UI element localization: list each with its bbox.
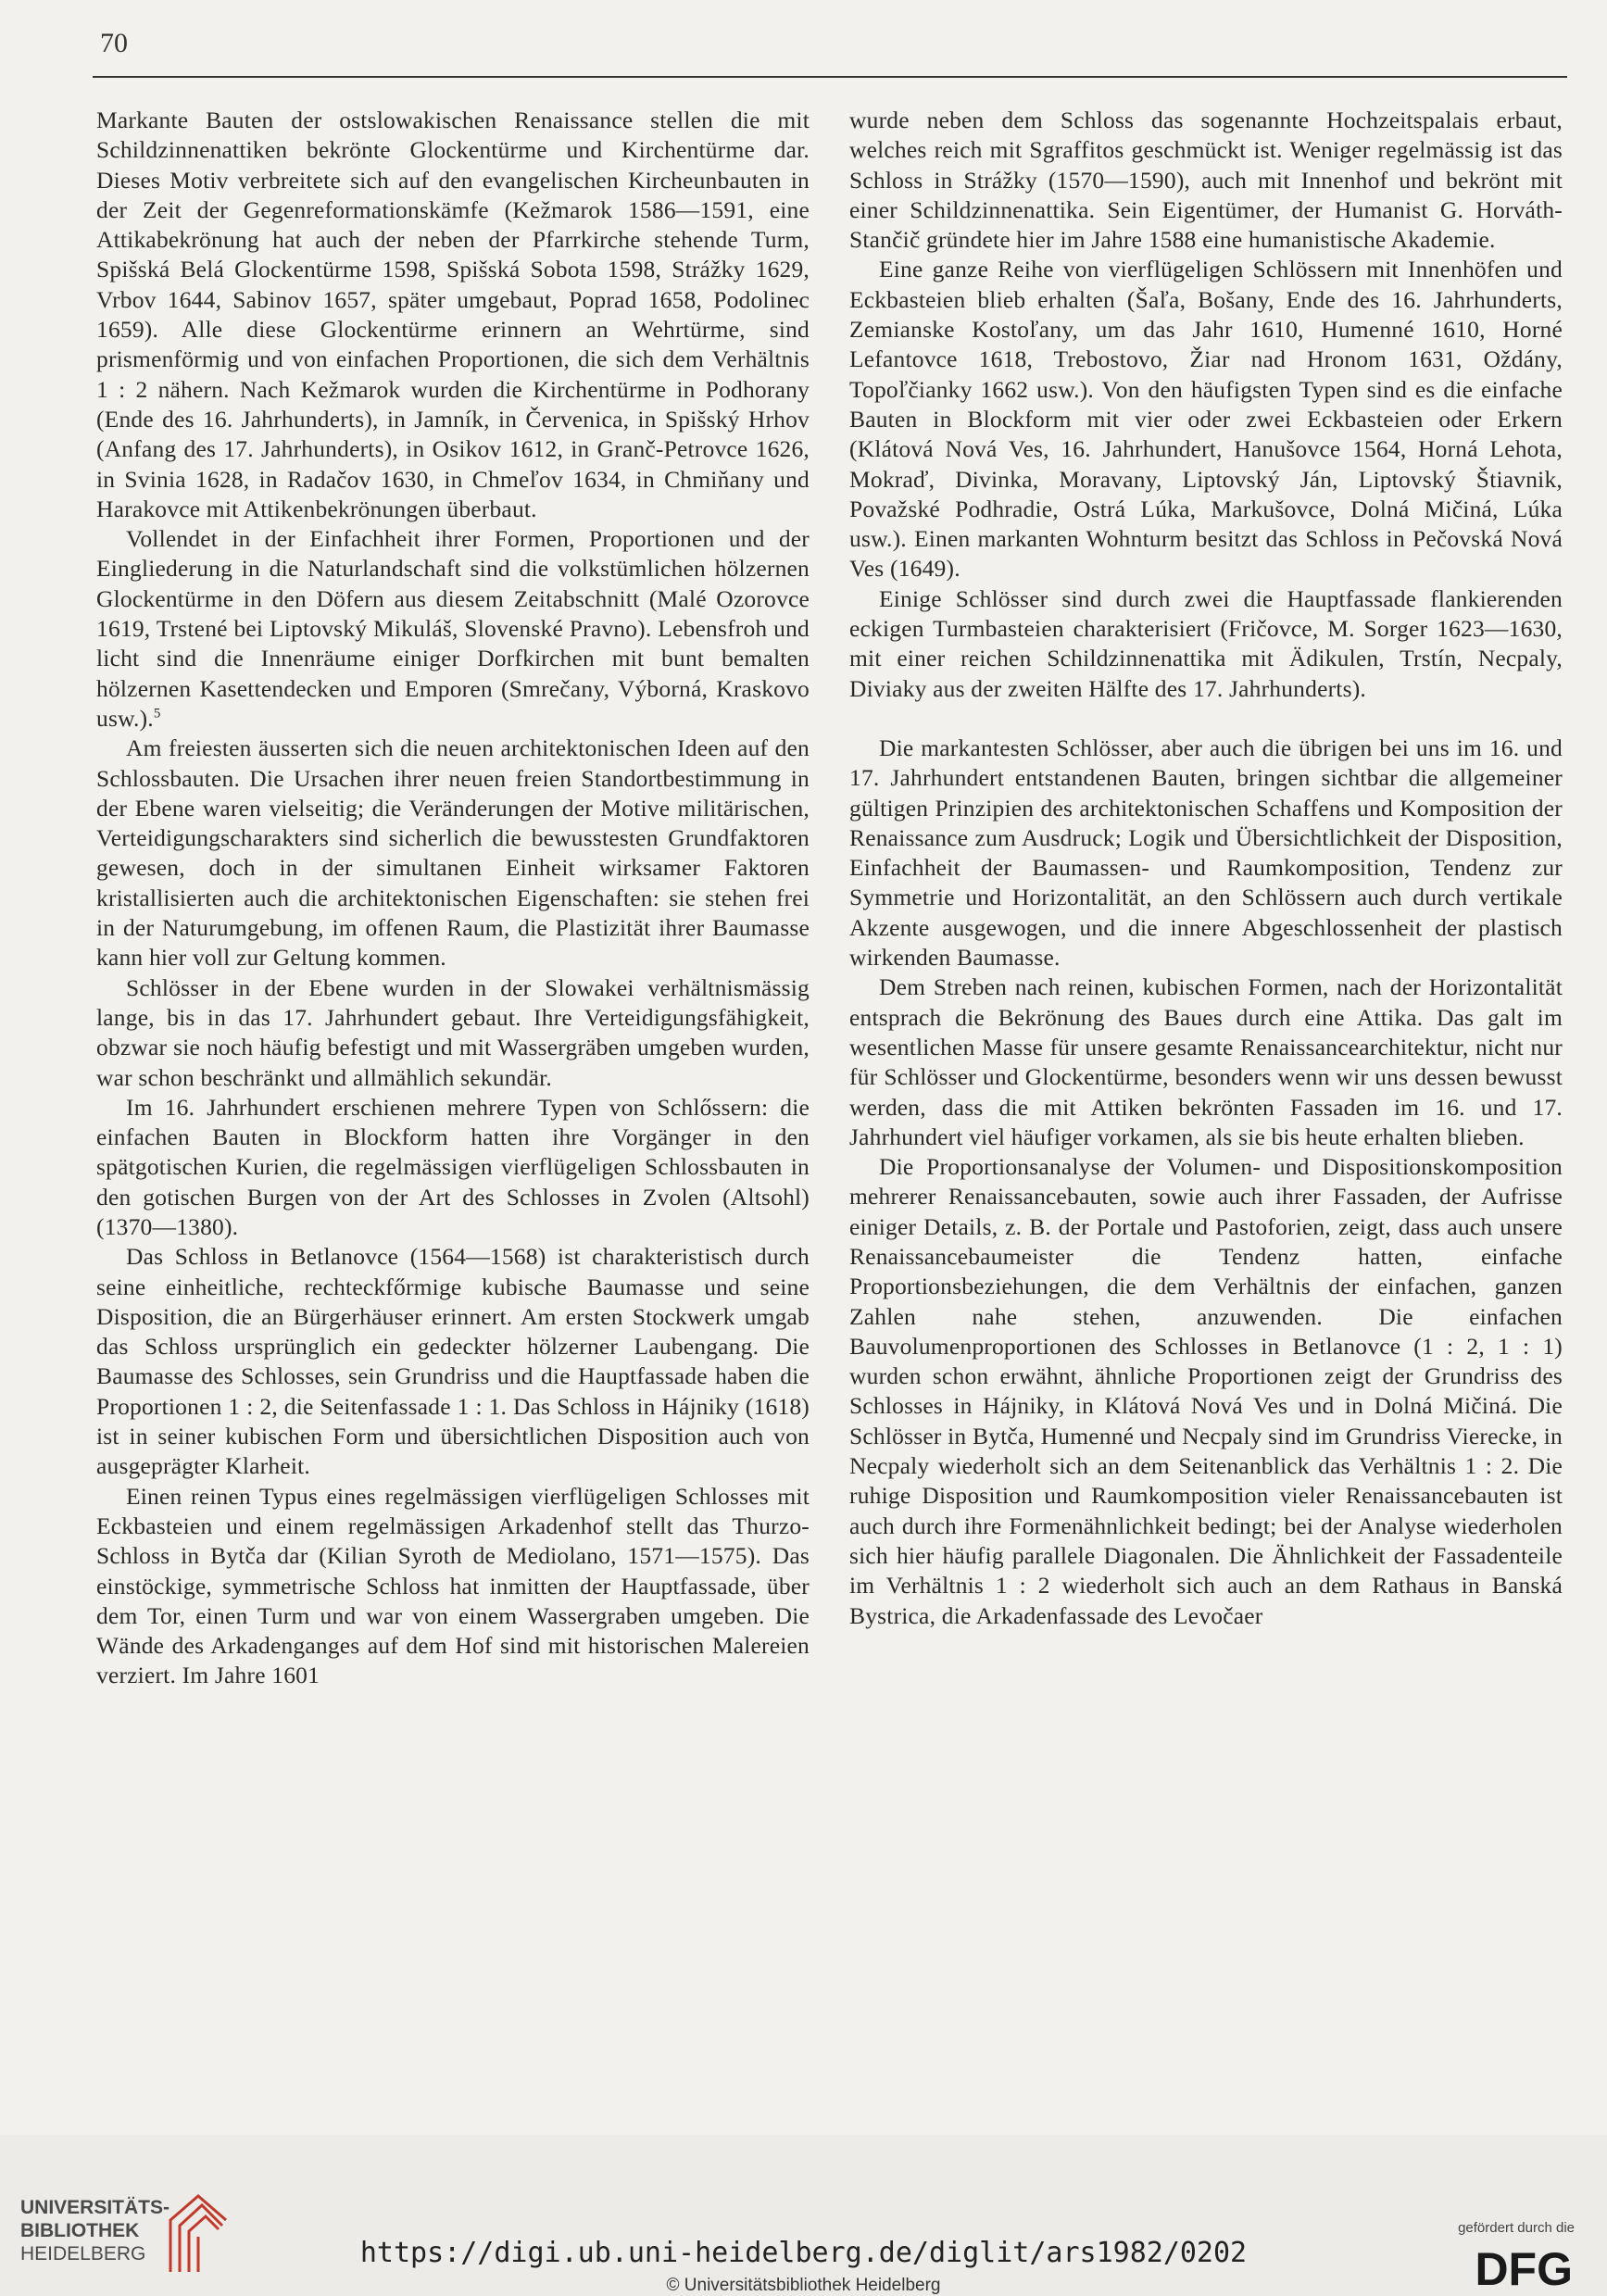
paragraph: Schlösser in der Ebene wurden in der Slowakei verhältnismässig lange, bis in das 17. Jahrhundert gebaut. Ihre Verteidigungsfähigkeit, obzwar sie noch häufig befestigt und mit Wassergräben umgeben wurden, war schon beschränkt und allmählich sekundär. [96,973,810,1091]
page-number: 70 [100,28,128,58]
paragraph [96,524,810,734]
footnote-mark: 5 [153,706,161,721]
paragraph: Markante Bauten der ostslowakischen Renaissance stellen die mit Schildzinnenattiken bekrönte Glockentürme und Kirchentürme dar. Dieses Motiv verbreitete sich auf den evangelischen Kircheunbauten in der Zeit der Gegenreformationskämfe (Kežmarok 1586—1591, eine Attikabekrönung hat auch der neben der Pfarrkirche stehende Turm, Spišská Belá Glockentürme 1598, Spišská Sobota 1598, Strážky 1629, Vrbov 1644, Sabinov 1657, später umgebaut, Poprad 1658, Podolinec 1659). Alle diese Glockentürme erinnern an Wehrtürme, sind prismenförmig und von einfachen Proportionen, die sich dem Verhältnis 1 : 2 nähern. Nach Kežmarok wurden die Kirchentürme in Podhorany (Ende des 16. Jahrhunderts), in Jamník, in Červenica, in Spišský Hrhov (Anfang des 17. Jahrhunderts), in Osikov 1612, in Granč-Petrovce 1626, in Svinia 1628, in Radačov 1630, in Chmeľov 1634, in Chmiňany und Harakovce mit Attikenbekrönungen überbaut. [96,107,810,522]
page-footer [0,2135,1607,2296]
paragraph: Die markantesten Schlösser, aber auch die übrigen bei uns im 16. und 17. Jahrhundert entstandenen Bauten, bringen sichtbar die allgemeiner gültigen Prinzipien des architektonischen Schaffens und Komposition der Renaissance zum Ausdruck; Logik und Übersichtlichkeit der Disposition, Einfachheit der Baumassen- und Raumkomposition, Tendenz zur Symmetrie und Horizontalität, an den Schlössern auch durch vertikale Akzente ausgewogen, und die innere Abgeschlossenheit der plastisch wirkenden Baumasse. [849,734,1563,972]
dfg-logo-icon[interactable] [1434,2244,1573,2289]
paragraph: Das Schloss in Betlanovce (1564—1568) ist charakteristisch durch seine einheitliche, rechteckfőrmige kubische Baumasse und seine Disposition, die an Bürgerhäuser erinnert. Am ersten Stockwerk umgab das Schloss ursprünglich ein gedeckter hölzerner Laubengang. Die Baumasse des Schlosses, sein Grundriss und die Hauptfassade haben die Proportionen 1 : 2, die Seitenfassade 1 : 1. Das Schloss in Hájniky (1618) ist in seiner kubischen Form und übersichtlichen Disposition auch von ausgeprägter Klarheit. [96,1243,810,1480]
header-rule [93,76,1567,78]
left-column [96,106,810,1691]
paragraph: Die Proportionsanalyse der Volumen- und Dispositionskomposition mehrerer Renaissancebauten, sowie auch ihrer Fassaden, der Aufrisse einiger Details, z. B. der Portale und Pastoforien, zeigt, dass auch unsere Renaissancebaumeister die Tendenz hatten, einfache Proportionsbeziehungen, die dem Verhältnis der einfachen, ganzen Zahlen nahe stehen, anzuwenden. Die einfachen Bauvolumenproportionen des Schlosses in Betlanovce (1 : 2, 1 : 1) wurden schon erwähnt, ähnliche Proportionen zeigt der Grundriss des Schlosses in Hájniky, in Klátová Nová Ves und in Dolná Mičiná. Die Schlösser in Bytča, Humenné und Necpaly sind im Grundriss Vierecke, in Necpaly wiederholt sich an dem Seitenanblick das Verhältnis 1 : 2. Die ruhige Disposition und Raumkomposition vieler Renaissancebauten ist auch durch ihre Formenähnlichkeit bedingt; bei der Analyse wiederholen sich hier häufig parallele Diagonalen. Die Ähnlichkeit der Fassadenteile im Verhältnis 1 : 2 wiederholt sich auch an dem Rathaus in Banská Bystrica, die Arkadenfassade des Levočaer [849,1153,1563,1629]
library-name-line: BIBLIOTHEK [20,2220,140,2241]
library-name-line: HEIDELBERG [20,2243,146,2265]
paragraph: wurde neben dem Schloss das sogenannte Hochzeitspalais erbaut, welches reich mit Sgraffitos geschmückt ist. Weniger regelmässig ist das Schloss in Strážky (1570—1590), auch mit Innenhof und bekrönt mit einer Schildzinnenattika. Sein Eigentümer, der Humanist G. Horváth-Stančič gründete hier im Jahre 1588 eine humanistische Akademie. [849,107,1563,254]
right-column [849,106,1563,1631]
paragraph: Eine ganze Reihe von vierflügeligen Schlössern mit Innenhöfen und Eckbasteien blieb erhalten (Šaľa, Bošany, Ende des 16. Jahrhunderts, Zemianske Kostoľany, um das Jahr 1610, Humenné 1610, Horné Lefantovce 1618, Trebostovo, Žiar nad Hronom 1631, Oždány, Topoľčianky 1662 usw.). Von den häufigsten Typen sind es die einfache Bauten in Blockform mit vier oder zwei Eckbasteien oder Erkern (Klátová Nová Ves, 16. Jahrhundert, Hanušovce 1564, Horná Lehota, Mokraď, Divinka, Moravany, Liptovský Ján, Liptovský Štiavnik, Považské Podhradie, Ostrá Lúka, Markušovce, Dolná Mičiná, Lúka usw.). Einen markanten Wohnturm besitzt das Schloss in Pečovská Nová Ves (1649). [849,256,1563,583]
paragraph-text: Vollendet in der Einfachheit ihrer Formen, Proportionen und der Eingliederung in die Naturlandschaft sind die volkstümlichen hölzernen Glockentürme in den Döfern aus diesem Zeitabschnitt (Malé Ozorovce 1619, Trstené bei Liptovský Mikuláš, Slovenské Pravno). Lebensfroh und licht sind die Innenräume einiger Dorfkirchen mit bunt bemalten hölzernen Kasettendecken und Emporen (Smrečany, Výborná, Kraskovo usw.). [96,525,810,732]
permalink-url[interactable]: https://digi.ub.uni-heidelberg.de/diglit/ars1982/0202 [359,2237,1248,2269]
paragraph: Einen reinen Typus eines regelmässigen vierflügeligen Schlosses mit Eckbasteien und einem regelmässigen Arkadenhof stellt das Thurzo-Schloss in Bytča dar (Kilian Syroth de Mediolano, 1571—1575). Das einstöckige, symmetrische Schloss hat inmitten der Hauptfassade, über dem Tor, einen Turm und war von einem Wassergraben umgeben. Die Wände des Arkadenganges auf dem Hof sind mit historischen Malereien verziert. Im Jahre 1601 [96,1482,810,1689]
paragraph: Einige Schlösser sind durch zwei die Hauptfassade flankierenden eckigen Turmbasteien charakterisiert (Fričovce, M. Sorger 1623—1630, mit einer reichen Schildzinnenattika mit Ädikulen, Trstín, Necpaly, Diviaky aus der zweiten Hälfte des 17. Jahrhunderts). [849,584,1563,702]
paragraph: Am freiesten äusserten sich die neuen architektonischen Ideen auf den Schlossbauten. Die Ursachen ihrer neuen freien Standortbestimmung in der Ebene waren vielseitig; die Veränderungen der Motive militärischen, Verteidigungscharakters sind sicherlich die bewusstesten Grundfaktoren gewesen, doch in der simultanen Einheit wirksamer Faktoren kristallisierten auch die architektonischen Eigenschaften: sie stehen frei in der Naturumgebung, im offenen Raum, die Plastizität ihrer Baumasse kann hier voll zur Geltung kommen. [96,734,810,972]
paragraph: Im 16. Jahrhundert erschienen mehrere Typen von Schlőssern: die einfachen Bauten in Blockform hatten ihre Vorgänger in den spätgotischen Kurien, die regelmässigen vierflügeligen Schlossbauten in den gotischen Burgen von der Art des Schlosses in Zvolen (Altsohl) (1370—1380). [96,1093,810,1240]
library-name-line: UNIVERSITÄTS- [20,2197,170,2218]
dfg-logo-text: DFG [1475,2244,1573,2289]
funding-note: gefördert durch die [1458,2220,1575,2236]
copyright-notice: © Universitätsbibliothek Heidelberg [666,2276,941,2295]
paragraph: Dem Streben nach reinen, kubischen Formen, nach der Horizontalität entsprach die Bekrönung des Baues durch eine Attika. Das galt im wesentlichen Masse für unsere gesamte Renaissancearchitektur, nicht nur für Schlösser und Glockentürme, besonders wenn wir uns dessen bewusst werden, dass die mit Attiken bekrönten Fassaden im 16. und 17. Jahrhundert viel häufiger vorkamen, als sie bis heute erhalten blieben. [849,973,1563,1150]
